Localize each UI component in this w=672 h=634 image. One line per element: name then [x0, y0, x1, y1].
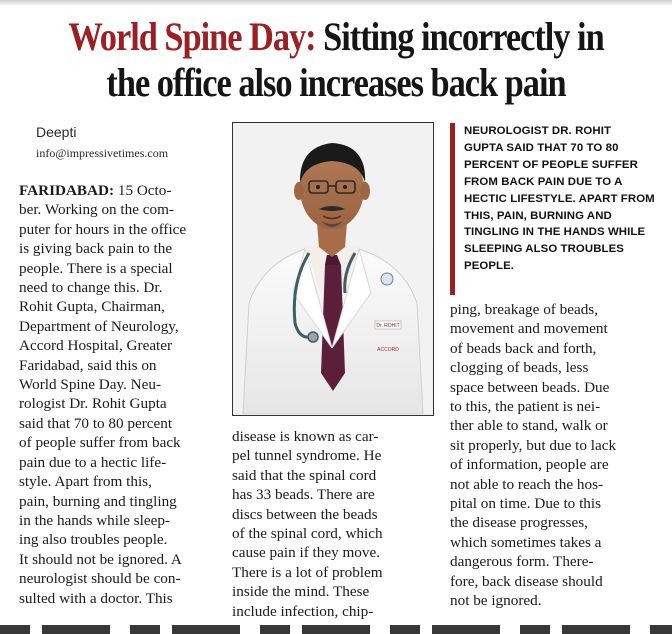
body-line: pain, burning and tingling: [19, 492, 177, 510]
body-line: of the spinal cord, which: [232, 525, 383, 543]
doctor-photo: [232, 122, 434, 416]
body-line: cause pain if they move.: [232, 544, 381, 562]
pull-quote-text: [464, 123, 662, 275]
body-line: to this, the patient is nei-: [450, 398, 601, 416]
body-line: inside the mind. These: [232, 583, 370, 601]
body-line: discs between the beads: [232, 505, 378, 523]
article-column-3: [450, 300, 660, 611]
body-line: is giving back pain to the: [19, 240, 173, 258]
body-line: pel tunnel syndrome. He: [232, 447, 382, 465]
pull-quote-line: HECTIC LIFESTYLE. APART FROM: [464, 192, 655, 205]
body-line: not able to reach the hos-: [450, 475, 604, 493]
body-line: sulted with a doctor. This: [19, 589, 173, 607]
body-line: sit properly, but due to lack: [450, 436, 617, 454]
dateline: FARIDABAD:: [19, 182, 115, 199]
doctor-illustration: [233, 123, 432, 414]
body-line: of information, people are: [450, 456, 609, 474]
body-line: pital on time. Due to this: [450, 495, 602, 513]
body-line: Accord Hospital, Greater: [19, 337, 173, 355]
body-line: include infection, chip-: [232, 602, 374, 620]
pull-quote-line: PERCENT OF PEOPLE SUFFER: [464, 158, 638, 171]
body-line: said that the spinal cord: [232, 466, 377, 484]
body-line: World Spine Day. Neu-: [19, 376, 162, 394]
headline-part: Sitting incorrectly in: [315, 14, 604, 59]
article-dateline-line: [19, 181, 221, 200]
body-line: the disease progresses,: [450, 514, 588, 532]
body-line: style. Apart from this,: [19, 473, 152, 491]
body-line: pain due to a hectic life-: [19, 453, 167, 471]
article-column-2: [232, 427, 438, 621]
pull-quote-line: PEOPLE.: [464, 260, 515, 273]
body-line: puter for hours in the office: [19, 220, 187, 238]
body-line: rologist Dr. Rohit Gupta: [19, 395, 167, 413]
body-line: There is a lot of problem: [232, 563, 383, 581]
body-line: movement and movement: [450, 320, 608, 338]
byline-email[interactable]: info@impressivetimes.com: [36, 146, 169, 160]
byline-author: Deepti: [36, 124, 77, 140]
pull-quote-line: FROM BACK PAIN DUE TO A: [464, 175, 623, 188]
body-line: fore, back disease should: [450, 572, 603, 590]
pull-quote-line: NEUROLOGIST DR. ROHIT: [464, 125, 612, 137]
body-line: need to change this. Dr.: [19, 279, 163, 297]
body-line: which sometimes takes a: [450, 533, 602, 551]
body-line: disease is known as car-: [232, 428, 379, 445]
body-line: Faridabad, said this on: [19, 356, 157, 374]
pull-quote-line: TINGLING IN THE HANDS WHILE: [464, 226, 646, 239]
body-line: of people suffer from back: [19, 434, 181, 452]
body-line: not be ignored.: [450, 592, 542, 610]
body-line: dangerous form. There-: [450, 553, 594, 571]
article-column-1: [19, 181, 221, 608]
body-line: of beads back and forth,: [450, 339, 597, 357]
body-line: Department of Neurology,: [19, 317, 179, 335]
body-line: ping, breakage of beads,: [450, 301, 599, 318]
body-line: neurologist should be con-: [19, 570, 181, 588]
body-text: 15 Octo-: [114, 182, 172, 199]
headline-highlight: World Spine Day:: [68, 14, 316, 59]
body-line: Rohit Gupta, Chairman,: [19, 298, 165, 316]
coat-hospital-logo: ACCORD: [377, 347, 399, 353]
body-line: clogging of beads, less: [450, 359, 589, 377]
body-line: space between beads. Due: [450, 378, 610, 396]
headline-line2: the office also increases back pain: [106, 60, 566, 105]
top-edge-strip: [0, 0, 672, 6]
body-line: It should not be ignored. A: [19, 550, 182, 568]
headline: [54, 14, 618, 106]
pull-quote-line: THIS, PAIN, BURNING AND: [464, 209, 612, 222]
body-line: ber. Working on the com-: [19, 201, 174, 219]
pull-quote: [450, 123, 656, 295]
body-line: in the hands while sleep-: [19, 511, 170, 529]
pull-quote-bar: [450, 123, 455, 295]
body-line: people. There is a special: [19, 259, 173, 277]
body-line: ther able to stand, walk or: [450, 417, 608, 435]
pull-quote-line: GUPTA SAID THAT 70 TO 80: [464, 141, 619, 154]
body-line: has 33 beads. There are: [232, 486, 375, 504]
coat-badge-name: Dr. ROHIT: [376, 323, 400, 329]
body-line: said that 70 to 80 percent: [19, 414, 173, 432]
pull-quote-line: SLEEPING ALSO TROUBLES: [464, 243, 624, 256]
next-article-edge: [0, 625, 672, 634]
body-line: ing also troubles people.: [19, 531, 168, 549]
